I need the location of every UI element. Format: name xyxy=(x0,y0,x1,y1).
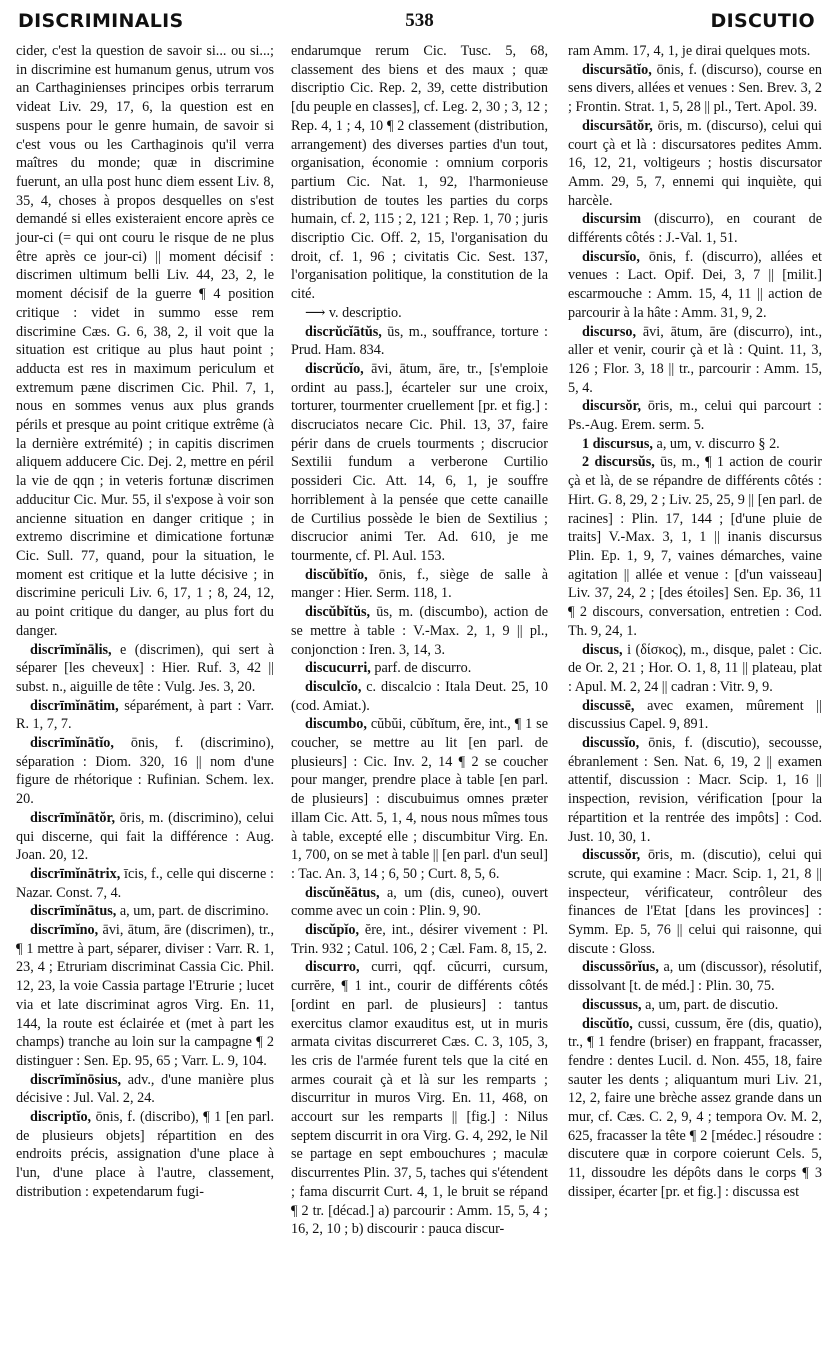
entry-headword: discrŭcĭo, xyxy=(305,360,364,377)
dictionary-entry xyxy=(568,117,826,211)
entry-headword: discus, xyxy=(582,641,623,658)
dictionary-entry xyxy=(568,435,822,454)
dictionary-entry xyxy=(291,323,552,360)
entry-headword: discussē, xyxy=(582,697,635,714)
entry-headword: 1 discursus, xyxy=(582,435,653,452)
entry-definition: īcis, f., celle qui discerne : Nazar. Const. 7, 4. xyxy=(16,865,278,901)
dictionary-entry xyxy=(568,1015,826,1202)
dictionary-entry xyxy=(568,42,822,61)
entry-headword: discrīmĭnātĭo, xyxy=(30,735,114,752)
dictionary-entry xyxy=(291,566,552,603)
dictionary-entry xyxy=(568,697,826,734)
dictionary-entry xyxy=(16,1108,278,1202)
entry-definition: āvi, ātum, āre (discurro), int., aller et venir, courir çà et là : Quint. 11, 3, 126 ; Flor. 3, 18 || tr., parcourir : Amm. 15, 5, 4. xyxy=(568,323,826,396)
entry-definition: avec examen, mûrement || discussius Capel. 9, 891. xyxy=(568,697,826,733)
entry-definition: curri, qqf. cŭcurri, cursum, currĕre, ¶ 1 int., courir de différents côtés [ordint en parl. de plusieurs] : tantus exercitus clamor exauditus est, ut in muris armata civitas discurreret Cæs. C. 3, 105, 3, les cris de l'armée furent tels que la cité en armes courait çà et là sur les remparts ; discurritur in muros Virg. En. 11, 468, on accourt sur les remparts || [fig.] : Nilus septem discurrit in ora Virg. G. 4, 292, le Nil se partage en sept embouchures ; maculæ discurrentes Plin. 37, 5, taches qui s'étendent ; fama discurrit Curt. 4, 1, le bruit se répand ¶ 2 tr. [décad.] a) parcourir : Amm. 15, 5, 4 ; 16, 2, 10 ; b) discourir : pauca discur- xyxy=(291,959,552,1238)
dictionary-entry xyxy=(291,715,552,883)
running-header xyxy=(14,6,825,36)
entry-definition: ūs, m. (discumbo), action de se mettre à table : V.-Max. 2, 1, 9 || pl., conjonction : Iren. 3, 14, 3. xyxy=(291,604,552,658)
entry-definition: i (δίσκος), m., disque, palet : Cic. de Or. 2, 21 ; Hor. O. 1, 8, 11 || plateau, plat : Apul. M. 2, 24 || cadran : Vitr. 9, 9. xyxy=(568,641,826,695)
entry-definition: ūs, m., souffrance, torture : Prud. Ham. 834. xyxy=(291,323,552,359)
entry-definition: ōnis, f. (discurso), course en sens divers, allées et venues : Sen. Brev. 3, 2 ; Frontin. Strat. 1, 5, 28 || pl., Tert. Apol. 39. xyxy=(568,61,826,116)
entry-headword: discursātŏr, xyxy=(582,117,653,134)
entry-definition: endarumque rerum Cic. Tusc. 5, 68, classement des biens et des maux ; quæ discriptio Cic. Rep. 2, 39, cette distribution [du peuple en classes], cf. Leg. 2, 30 ; 3, 12 ; Rep. 4, 1 ; 4, 10 ¶ 2 classement (distribution, arrangement) des diverses parties d'un tout, organisation, économie : omnium corporis partium Cic. Nat. 1, 92, l'harmonieuse distribution de toutes les parties du corps humain, cf. 2, 115 ; 2, 121 ; Rep. 1, 70 ; juris discriptio Cic. Off. 2, 15, l'organisation du droit, cf. 1, 96 ; civitatis Cic. Sest. 137, l'organisation politique, la constitution de la cité. xyxy=(291,43,552,303)
dictionary-entry xyxy=(16,641,278,697)
entry-definition: ōnis, f., siège de salle à manger : Hier. Serm. 118, 1. xyxy=(291,566,552,602)
dictionary-entry xyxy=(16,42,278,641)
entry-headword: discursĭo, xyxy=(582,248,640,265)
entry-headword: discrīmĭnātus, xyxy=(30,903,117,920)
entry-headword: discumbo, xyxy=(305,716,367,733)
dictionary-entry xyxy=(16,1071,278,1108)
column-left xyxy=(16,42,278,1347)
dictionary-entry xyxy=(291,603,552,659)
column-middle xyxy=(291,42,552,1347)
dictionary-entry xyxy=(291,360,552,566)
dictionary-entry xyxy=(568,641,826,697)
entry-definition: ōnis, f. (discribo), ¶ 1 [en parl. de plusieurs objets] répartition en des endroits précis, assignation d'une place à l'un, d'une place à l'autre, classement, distribution : expetendarum fugi- xyxy=(16,1109,278,1200)
entry-definition: ōnis, f. (discrimino), séparation : Diom. 320, 16 || nom d'une figure de rhétorique : Rufinian. Schem. lex. 20. xyxy=(16,735,278,808)
dictionary-entry xyxy=(568,61,826,117)
entry-headword: discrīmĭnātim, xyxy=(30,697,119,714)
entry-definition: parf. de discurro. xyxy=(370,660,472,677)
entry-definition: ōris, m. (discutio), celui qui scrute, qui examine : Macr. Scip. 1, 21, 8 || inspecteur, vérificateur, contrôleur des finances de l'Etat [dans les provinces] : Symm. Ep. 5, 76 || celui qui raisonne, qui discute : Gloss. xyxy=(568,847,826,957)
entry-headword: discŭtĭo, xyxy=(582,1015,633,1032)
entry-headword: discriptĭo, xyxy=(30,1109,92,1126)
dictionary-entry xyxy=(16,809,278,865)
entry-headword: discrīmĭnōsius, xyxy=(30,1071,122,1088)
dictionary-entry xyxy=(291,304,548,323)
entry-definition: ōnis, f. (discutio), secousse, ébranlement : Sen. Nat. 6, 19, 2 || examen attentif, discussion : Macr. Scip. 1, 16 || inspection, revision, vérification [pour la répartition et la rentrée des impôts] : Cod. Just. 10, 30, 1. xyxy=(568,735,826,845)
entry-headword: discucurri, xyxy=(305,660,371,677)
column-right xyxy=(568,42,826,1347)
entry-headword: discŭnĕātus, xyxy=(305,884,380,901)
entry-definition: a, um, part. de discrimino. xyxy=(116,903,269,920)
entry-headword: discussĭo, xyxy=(582,735,640,752)
entry-headword: disculcĭo, xyxy=(305,678,362,695)
dictionary-entry xyxy=(568,323,826,398)
entry-headword: discussōrĭus, xyxy=(582,959,659,976)
dictionary-entry xyxy=(16,865,278,902)
entry-definition: ōris, m., celui qui parcourt : Ps.-Aug. Erem. serm. 5. xyxy=(568,398,826,434)
entry-headword: discrīmĭnātŏr, xyxy=(30,809,115,826)
dictionary-entry xyxy=(568,958,826,995)
entry-headword: discussus, xyxy=(582,996,642,1013)
entry-definition: ōris, m. (discurso), celui qui court çà et là : discursatores pedites Amm. 16, 12, 21, voltigeurs ; hostis discursator Amm. 29, 5, 7, ennemi qui inquiète, qui harcèle. xyxy=(568,117,826,209)
dictionary-entry xyxy=(568,210,826,247)
entry-definition: c. discalcio : Itala Deut. 25, 10 (cod. Amiat.). xyxy=(291,678,552,714)
entry-definition: ūs, m., ¶ 1 action de courir çà et là, de se répandre de différents côtés : Hirt. G. 8, 29, 2 ; Liv. 25, 25, 9 || [en parl. de racines] : Plin. 17, 144 ; [d'une pluie de traits] V.-Max. 3, 1, 1 || inanis discursus Plin. Ep. 1, 9, 7, vaines démarches, vaine agitation || allée et venue : [d'un vaisseau] Liv. 37, 24, 2 ; [des étoiles] Sen. Ep. 36, 11 ¶ 2 discours, conversation, entretien : Cod. Th. 9, 24, 1. xyxy=(568,454,826,639)
dictionary-entry xyxy=(291,659,548,678)
header-last-headword: DISCUTIO xyxy=(710,10,815,32)
entry-definition: cussi, cussum, ĕre (dis, quatio), tr., ¶ 1 fendre (briser) en frappant, fracasser, fendre : dentes Lucil. d. Non. 455, 18, faire sauter les dents ; aliquantum muri Liv. 21, 12, 2, faire une brèche assez grande dans un mur, cf. Cæs. C. 2, 9, 4 ; tempora Ov. M. 2, 625, fracasser la tête ¶ 2 [médec.] résoudre : discutere quæ in corpore coierunt Cels. 5, 11, dissoudre les dépôts dans le corps ¶ 3 dissiper, écarter [pr. et fig.] : discussa est xyxy=(568,1015,826,1200)
entry-headword: discursŏr, xyxy=(582,398,641,415)
entry-headword: 2 discursŭs, xyxy=(582,454,655,471)
entry-definition: (discurro), en courant de différents côtés : J.-Val. 1, 51. xyxy=(568,211,826,247)
entry-definition: séparément, à part : Varr. R. 1, 7, 7. xyxy=(16,697,278,733)
entry-headword: discŭbĭtĭo, xyxy=(305,566,368,583)
dictionary-entry xyxy=(291,42,552,304)
dictionary-entry xyxy=(568,846,826,958)
entry-definition: āvi, ātum, āre (discrimen), tr., ¶ 1 mettre à part, séparer, diviser : Varr. R. 1, 23, 4 ; Etruriam discriminat Cassia Cic. Phil. 12, 23, la voie Cassia partage l'Etrurie ; lucet via et late discriminat agros Virg. En. 11, 144, la route est éclairée et (met à part les champs) tranche au loin sur la campagne ¶ 2 distinguer : Sen. Ep. 95, 65 ; Varr. L. 9, 104. xyxy=(16,922,278,1069)
entry-definition: ōris, m. (discrimino), celui qui discerne, qui fait la différence : Aug. Joan. 20, 12. xyxy=(16,809,278,864)
entry-headword: discrīmĭnātrix, xyxy=(30,865,121,882)
entry-definition: a, um, part. de discutio. xyxy=(641,996,779,1013)
entry-headword: discrīmĭno, xyxy=(30,922,99,939)
entry-headword: discursātĭo, xyxy=(582,61,652,78)
header-first-headword: DISCRIMINALIS xyxy=(18,10,184,32)
entry-headword: discrīmĭnālis, xyxy=(30,641,112,658)
dictionary-entry xyxy=(16,921,278,1071)
entry-headword: discŭbĭtŭs, xyxy=(305,604,371,621)
dictionary-entry xyxy=(568,453,826,640)
dictionary-entry xyxy=(291,884,552,921)
dictionary-entry xyxy=(568,734,826,846)
dictionary-entry xyxy=(568,248,826,323)
page-number: 538 xyxy=(405,10,434,31)
entry-headword: discurro, xyxy=(305,959,360,976)
entry-definition: ōnis, f. (discurro), allées et venues : Lact. Opif. Dei, 3, 7 || [milit.] escarmouche : Amm. 15, 4, 11 || action de parcourir à la hâte : Amm. 31, 9, 2. xyxy=(568,248,826,321)
entry-definition: e (discrimen), qui sert à séparer [les cheveux] : Hier. Ruf. 3, 42 || subst. n., aiguille de tête : Vulg. Jes. 3, 20. xyxy=(16,641,278,695)
entry-definition: adv., d'une manière plus décisive : Jul. Val. 2, 24. xyxy=(16,1071,278,1107)
entry-definition: ram Amm. 17, 4, 1, je dirai quelques mots. xyxy=(568,43,811,59)
dictionary-entry xyxy=(291,958,552,1239)
dictionary-entry xyxy=(291,678,552,715)
entry-headword: discrŭcĭātŭs, xyxy=(305,323,382,340)
entry-definition: a, um, v. discurro § 2. xyxy=(652,435,780,452)
dictionary-entry xyxy=(568,996,822,1015)
entry-definition: ĕre, int., désirer vivement : Pl. Trin. 932 ; Catul. 106, 2 ; Cæl. Fam. 8, 15, 2. xyxy=(291,922,552,957)
entry-definition: āvi, ātum, āre, tr., [s'emploie ordint au pass.], écarteler sur une croix, torturer, tourmenter cruellement [pr. et fig.] : discruciatos necare Cic. Phil. 13, 37, faire périr dans de cruels tourments ; discrucior Sextilii fundum a verberone Curtilio possideri Cic. Att. 14, 6, 1, je souffre horriblement à la pensée que cette canaille de Curtilius possède le bien de Sextilius ; discrucior animi Ter. Ad. 610, je me tourmente, cf. Pl. Aul. 153. xyxy=(291,360,552,564)
dictionary-entry xyxy=(16,734,278,809)
entry-definition: a, um (discussor), résolutif, dissolvant [t. de méd.] : Plin. 30, 75. xyxy=(568,959,826,995)
dictionary-entry xyxy=(16,697,278,734)
entry-headword: discursim xyxy=(582,211,642,228)
entry-definition: cider, c'est la question de savoir si... ou si...; in discrimine est humanum genus, utrum vos an Carthaginienses principes orbis terrarum videat Liv. 29, 17, 6, la question est en suspens pour le genre humain, de savoir si c'est vous ou les Carthaginois qu'il verra maîtres du monde; quæ in discrimine fuerunt, an ulla post hunc diem essent Liv. 8, 35, 4, choses à propos desquelles on s'est demandé si elles existeraient encore après ce jour-ci (= qui ont couru le risque de ne plus être après ce jour-ci) || moment décisif : discrimen ultimum belli Liv. 44, 23, 2, le moment décisif de la guerre ¶ 4 position critique : videt in summo esse rem discrimine Cæs. G. 6, 38, 2, il voit que la situation est critique au plus haut point ; adducta est res in maximum periculum et extremum pæne discrimen Cic. Phil. 7, 1, nous en sommes venus aux plus grands périls et presque au point critique extrême (à la dernière extrémité) ; in capitis discrimen aliquem adducere Cic. Dej. 2, mettre en péril la vie de qqn ; in veteris fortunæ discrimen adducitur Cic. Mur. 55, il s'expose à voir son ancienne situation en danger critique ; in extremo discrimine et dimicatione fortunæ Cic. Sull. 77, quand, pour la situation, le moment est critique et la lutte décisive ; in discrimine periculi Liv. 6, 17, 1 ; 8, 24, 12, au point critique du danger, au plus fort du danger. xyxy=(16,43,278,639)
entry-headword: discurso, xyxy=(582,323,636,340)
dictionary-entry xyxy=(291,921,552,958)
entry-definition: cŭbŭi, cŭbĭtum, ĕre, int., ¶ 1 se coucher, se mettre au lit [en parl. de plusieurs] : Cic. Inv. 2, 14 ¶ 2 se coucher pour manger, prendre place à table [en parl. de plusieurs] : discubuimus omnes præter illam Cic. Att. 5, 1, 4, nous nous mîmes tous à table, excepté elle ; discumbitur Virg. En. 1, 700, on se met à table || [en parl. d'un seul] : Tac. An. 3, 14 ; 6, 50 ; Curt. 8, 5, 6. xyxy=(291,716,552,882)
dictionary-entry xyxy=(568,397,826,434)
entry-definition: a, um (dis, cuneo), ouvert comme avec un coin : Plin. 9, 90. xyxy=(291,884,552,920)
entry-headword: discŭpĭo, xyxy=(305,922,360,939)
entry-headword: discussŏr, xyxy=(582,847,641,864)
entry-definition: ⟶ v. descriptio. xyxy=(305,304,402,321)
dictionary-entry xyxy=(16,902,274,921)
